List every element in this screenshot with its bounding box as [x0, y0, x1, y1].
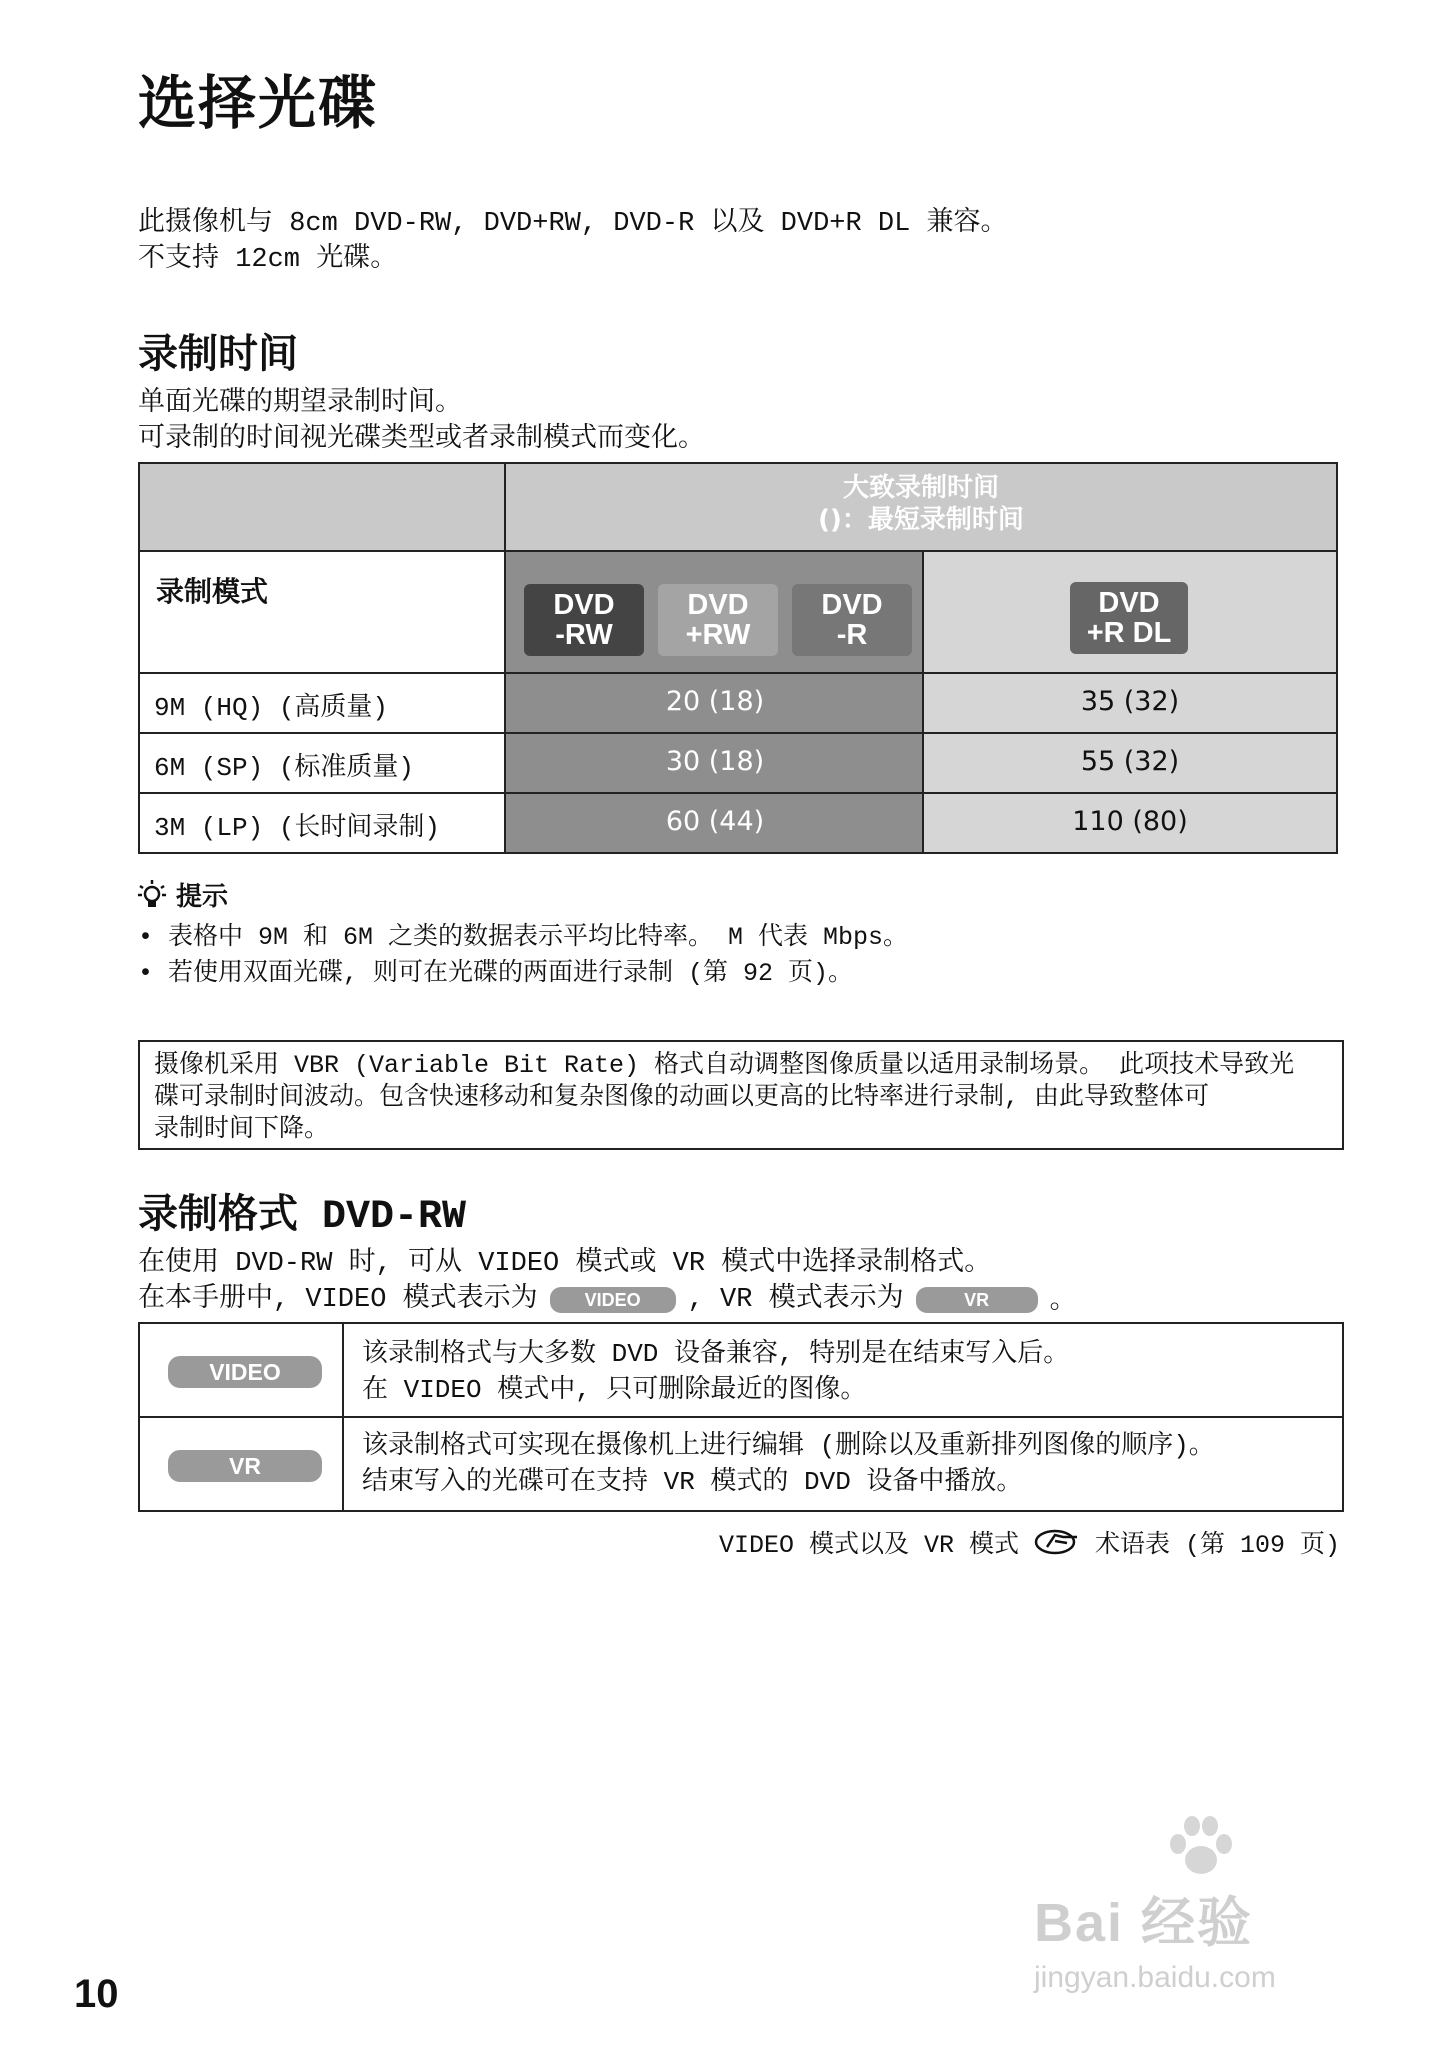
- row-sp-single: 30 (18): [665, 746, 765, 777]
- row-sp-dl: 55 (32): [1080, 746, 1180, 777]
- format-desc-2b: , VR 模式表示为: [687, 1285, 904, 1315]
- format-heading: 录制格式 DVD-RW: [138, 1195, 467, 1240]
- vr-row-line-2: 结束写入的光碟可在支持 VR 模式的 DVD 设备中播放。: [362, 1467, 1023, 1497]
- intro-line-2: 不支持 12cm 光碟。: [138, 245, 398, 275]
- vr-row-line-1: 该录制格式可实现在摄像机上进行编辑 (删除以及重新排列图像的顺序)。: [362, 1431, 1215, 1461]
- watermark-brand-row: [1034, 1880, 1276, 1957]
- tip-label: 提示: [176, 882, 229, 912]
- grid-line: [140, 732, 1336, 734]
- format-table: [138, 1322, 1344, 1512]
- header-line-2: ()：最短录制时间: [818, 505, 1024, 535]
- tip-item-2: • 若使用双面光碟, 则可在光碟的两面进行录制 (第 92 页)。: [138, 959, 854, 988]
- grid-line: [140, 672, 1336, 674]
- vr-row-text: [362, 1428, 1215, 1500]
- mode-label: 录制模式: [156, 575, 269, 608]
- glossary-ref-a: VIDEO 模式以及 VR 模式: [718, 1531, 1019, 1560]
- tip-header: [138, 876, 228, 913]
- recording-time-table: [138, 462, 1338, 854]
- dvd-rw-badge: DVD -RW: [524, 584, 644, 656]
- format-desc-1: 在使用 DVD-RW 时, 可从 VIDEO 模式或 VR 模式中选择录制格式。: [138, 1249, 992, 1279]
- video-row-line-1: 该录制格式与大多数 DVD 设备兼容, 特别是在结束写入后。: [362, 1339, 1070, 1369]
- table-header: [506, 472, 1336, 536]
- pointing-hand-icon: [1033, 1527, 1081, 1557]
- grid-line: [140, 1416, 1342, 1418]
- video-row-pill: VIDEO: [168, 1356, 322, 1388]
- recording-time-heading: 录制时间: [138, 331, 298, 377]
- vbr-note-line-3: 录制时间下降。: [154, 1115, 330, 1144]
- recording-time-desc-1: 单面光碟的期望录制时间。: [138, 386, 462, 417]
- watermark: [1034, 1880, 1276, 1995]
- glossary-reference: [719, 1524, 1340, 1560]
- row-mode-hq: 9M (HQ) (高质量): [154, 693, 389, 723]
- video-row-text: [362, 1336, 1069, 1408]
- row-hq-single: 20 (18): [665, 686, 765, 717]
- format-desc-2: [138, 1282, 1077, 1318]
- row-lp-single: 60 (44): [665, 806, 765, 837]
- page-number: 10: [74, 1972, 119, 2016]
- vbr-note-box: [138, 1040, 1344, 1150]
- row-mode-sp: 6M (SP) (标准质量): [154, 753, 415, 783]
- dvd-plus-r-dl-badge: DVD +R DL: [1070, 582, 1188, 654]
- paw-icon: [1164, 1814, 1236, 1878]
- grid-line: [140, 792, 1336, 794]
- lightbulb-icon: [138, 879, 166, 911]
- glossary-ref-b: 术语表 (第 109 页): [1094, 1531, 1340, 1560]
- dvd-plus-rw-badge: DVD +RW: [658, 584, 778, 656]
- row-lp-dl: 110 (80): [1072, 806, 1188, 837]
- vbr-note-line-1: 摄像机采用 VBR (Variable Bit Rate) 格式自动调整图像质量以适用录制场景。 此项技术导致光: [154, 1051, 1295, 1080]
- format-desc-2c: 。: [1049, 1284, 1077, 1315]
- format-desc-2a: 在本手册中, VIDEO 模式表示为: [138, 1285, 538, 1315]
- vr-row-pill: VR: [168, 1450, 322, 1482]
- dvd-r-badge: DVD -R: [792, 584, 912, 656]
- watermark-brand: Bai 经验: [1034, 1893, 1254, 1953]
- page-title: 选择光碟: [138, 69, 379, 137]
- video-row-line-2: 在 VIDEO 模式中, 只可删除最近的图像。: [362, 1375, 867, 1405]
- tip-item-1: • 表格中 9M 和 6M 之类的数据表示平均比特率。 M 代表 Mbps。: [138, 923, 909, 952]
- watermark-url: jingyan.baidu.com: [1034, 1961, 1276, 1994]
- intro-line-1: 此摄像机与 8cm DVD-RW, DVD+RW, DVD-R 以及 DVD+R DL 兼容。: [138, 209, 1008, 239]
- row-hq-dl: 35 (32): [1080, 686, 1180, 717]
- vr-mode-pill: VR: [916, 1287, 1038, 1313]
- vbr-note-line-2: 碟可录制时间波动。包含快速移动和复杂图像的动画以更高的比特率进行录制, 由此导致整体可: [154, 1083, 1210, 1112]
- recording-time-desc-2: 可录制的时间视光碟类型或者录制模式而变化。: [138, 422, 705, 453]
- video-mode-pill: VIDEO: [550, 1287, 676, 1313]
- row-mode-lp: 3M (LP) (长时间录制): [154, 813, 441, 843]
- grid-line: [140, 550, 1336, 552]
- header-line-1: 大致录制时间: [842, 473, 999, 503]
